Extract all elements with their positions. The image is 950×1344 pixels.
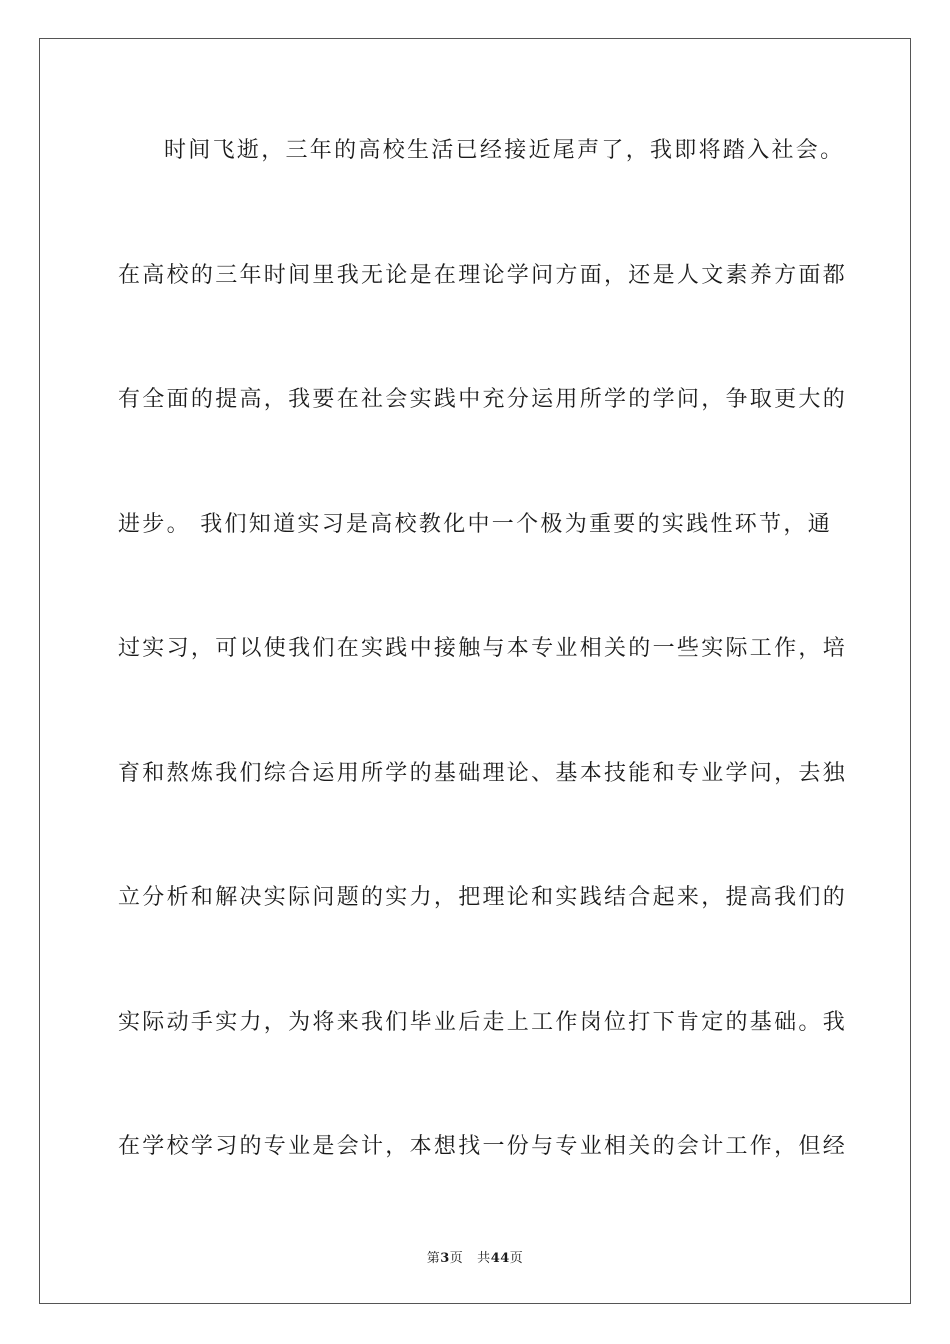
total-prefix: 共 <box>477 1251 491 1266</box>
page-footer <box>40 1247 910 1266</box>
paragraph-line: 实际动手实力，为将来我们毕业后走上工作岗位打下肯定的基础。我 <box>118 1009 848 1035</box>
paragraph-line: 立分析和解决实际问题的实力，把理论和实践结合起来，提高我们的 <box>118 885 848 910</box>
page-border <box>39 38 911 1304</box>
document-body <box>118 135 848 1256</box>
total-pages: 44 <box>490 1251 510 1266</box>
page-prefix: 第 <box>426 1251 441 1266</box>
paragraph-line: 过实习，可以使我们在实践中接触与本专业相关的一些实际工作，培 <box>118 636 848 661</box>
total-suffix: 页 <box>509 1251 524 1266</box>
page-suffix: 页 <box>449 1251 464 1266</box>
paragraph-line: 有全面的提高，我要在社会实践中充分运用所学的学问，争取更大的 <box>118 387 848 412</box>
paragraph-line: 育和熬炼我们综合运用所学的基础理论、基本技能和专业学问，去独 <box>118 760 848 786</box>
paragraph-line: 进步。 我们知道实习是高校教化中一个极为重要的实践性环节，通 <box>118 511 832 537</box>
paragraph-line: 时间飞逝，三年的高校生活已经接近尾声了，我即将踏入社会。 <box>164 138 845 163</box>
paragraph-line: 在高校的三年时间里我无论是在理论学问方面，还是人文素养方面都 <box>118 262 848 288</box>
paragraph-line: 在学校学习的专业是会计，本想找一份与专业相关的会计工作，但经 <box>118 1134 848 1159</box>
page-number: 3 <box>440 1251 450 1266</box>
